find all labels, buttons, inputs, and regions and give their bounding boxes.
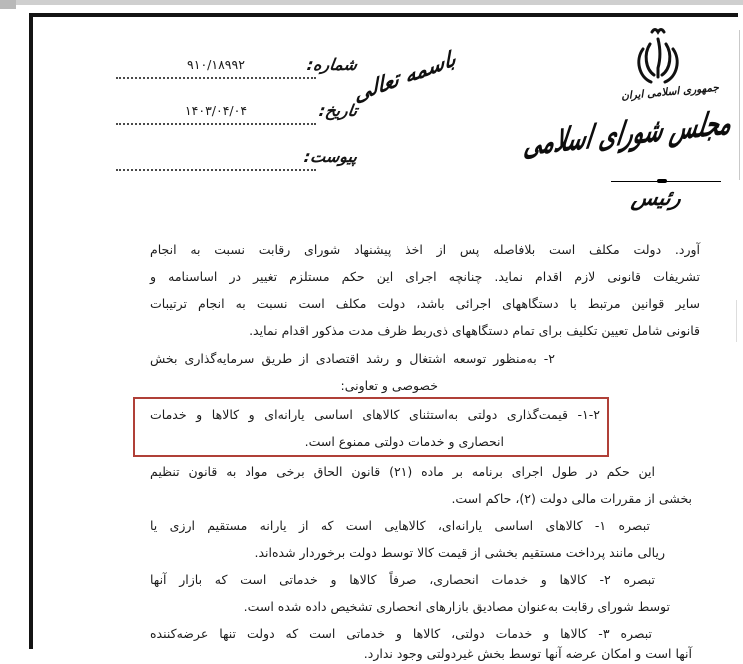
- body-line-14: توسط شورای رقابت به‌عنوان مصادیق بازارهای انحصاری تشخیص داده شده است.: [243, 599, 670, 614]
- number-field-rule: [116, 76, 316, 79]
- scan-edge-line: [739, 30, 740, 180]
- body-line-15: تبصره ۳- کالاها و خدمات دولتی، کالاها و خدماتی است که دولت تنها عرضه‌کننده: [150, 626, 652, 641]
- number-field-label: شماره:: [305, 55, 359, 74]
- body-line-16: آنها است و امکان عرضه آنها توسط بخش غیردولتی وجود ندارد.: [363, 646, 692, 661]
- body-line-5: ۲- به‌منظور توسعه اشتغال و رشد اقتصادی از طریق سرمایه‌گذاری بخش: [150, 351, 555, 366]
- bismillah-calligraphy: باسمه تعالی: [354, 45, 457, 107]
- body-line-2: تشریفات قانونی لازم اقدام نماید. چنانچه اجرای این حکم مستلزم تغییر در اساسنامه و: [150, 269, 700, 284]
- body-line-4: قانونی شامل تعیین تکلیف برای تمام دستگاههای ذی‌ربط ظرف مدت مذکور اقدام نماید.: [249, 323, 700, 338]
- date-field-value: ۱۴۰۳/۰۴/۰۴: [184, 103, 248, 118]
- body-line-7: ۱-۲- قیمت‌گذاری دولتی به‌استثنای کالاهای اساسی یارانه‌ای و کالاها و خدمات: [150, 407, 600, 422]
- republic-of-iran-label: جمهوری اسلامی ایران: [620, 81, 720, 103]
- iran-coat-of-arms-icon: [630, 24, 686, 92]
- attachment-field-label: پیوست:: [302, 147, 359, 166]
- number-field-value: ۹۱۰/۱۸۹۹۲: [187, 57, 245, 72]
- body-line-3: سایر قوانین مرتبط با دستگاههای اجرائی باشد، دولت مکلف است نسبت به انجام ترتیبات: [150, 296, 700, 311]
- frame-left-rule: [29, 13, 33, 649]
- body-line-10: بخشی از مقررات مالی دولت (۲)، حاکم است.: [451, 491, 692, 506]
- attachment-field-rule: [116, 168, 316, 171]
- date-field-label: تاریخ:: [317, 101, 359, 120]
- body-line-12: ریالی مانند پرداخت مستقیم بخشی از قیمت کالا توسط دولت برخوردار شده‌اند.: [254, 545, 665, 560]
- assembly-title-calligraphy: مجلس شورای اسلامی: [522, 104, 735, 163]
- scan-corner-mark: [0, 0, 16, 9]
- body-line-11: تبصره ۱- کالاهای اساسی یارانه‌ای، کالاهایی است که از یارانه مستقیم ارزی یا: [150, 518, 650, 533]
- scan-top-strip: [0, 0, 743, 5]
- body-line-6: خصوصی و تعاونی:: [340, 378, 438, 393]
- frame-top-rule: [29, 13, 738, 17]
- body-line-13: تبصره ۲- کالاها و خدمات انحصاری، صرفاً کالاها و خدماتی است که بازار آنها: [150, 572, 656, 587]
- assembly-title-rule: [611, 181, 721, 182]
- date-field-rule: [116, 122, 316, 125]
- scan-edge-mark: [736, 300, 737, 342]
- president-label: رئیس: [629, 186, 684, 210]
- body-line-1: آورد. دولت مکلف است بلافاصله پس از اخذ پیشنهاد شورای رقابت نسبت به انجام: [150, 242, 700, 257]
- body-line-9: این حکم در طول اجرای برنامه بر ماده (۲۱) قانون الحاق برخی مواد به قانون تنظیم: [150, 464, 655, 479]
- body-line-8: انحصاری و خدمات دولتی ممنوع است.: [304, 434, 504, 449]
